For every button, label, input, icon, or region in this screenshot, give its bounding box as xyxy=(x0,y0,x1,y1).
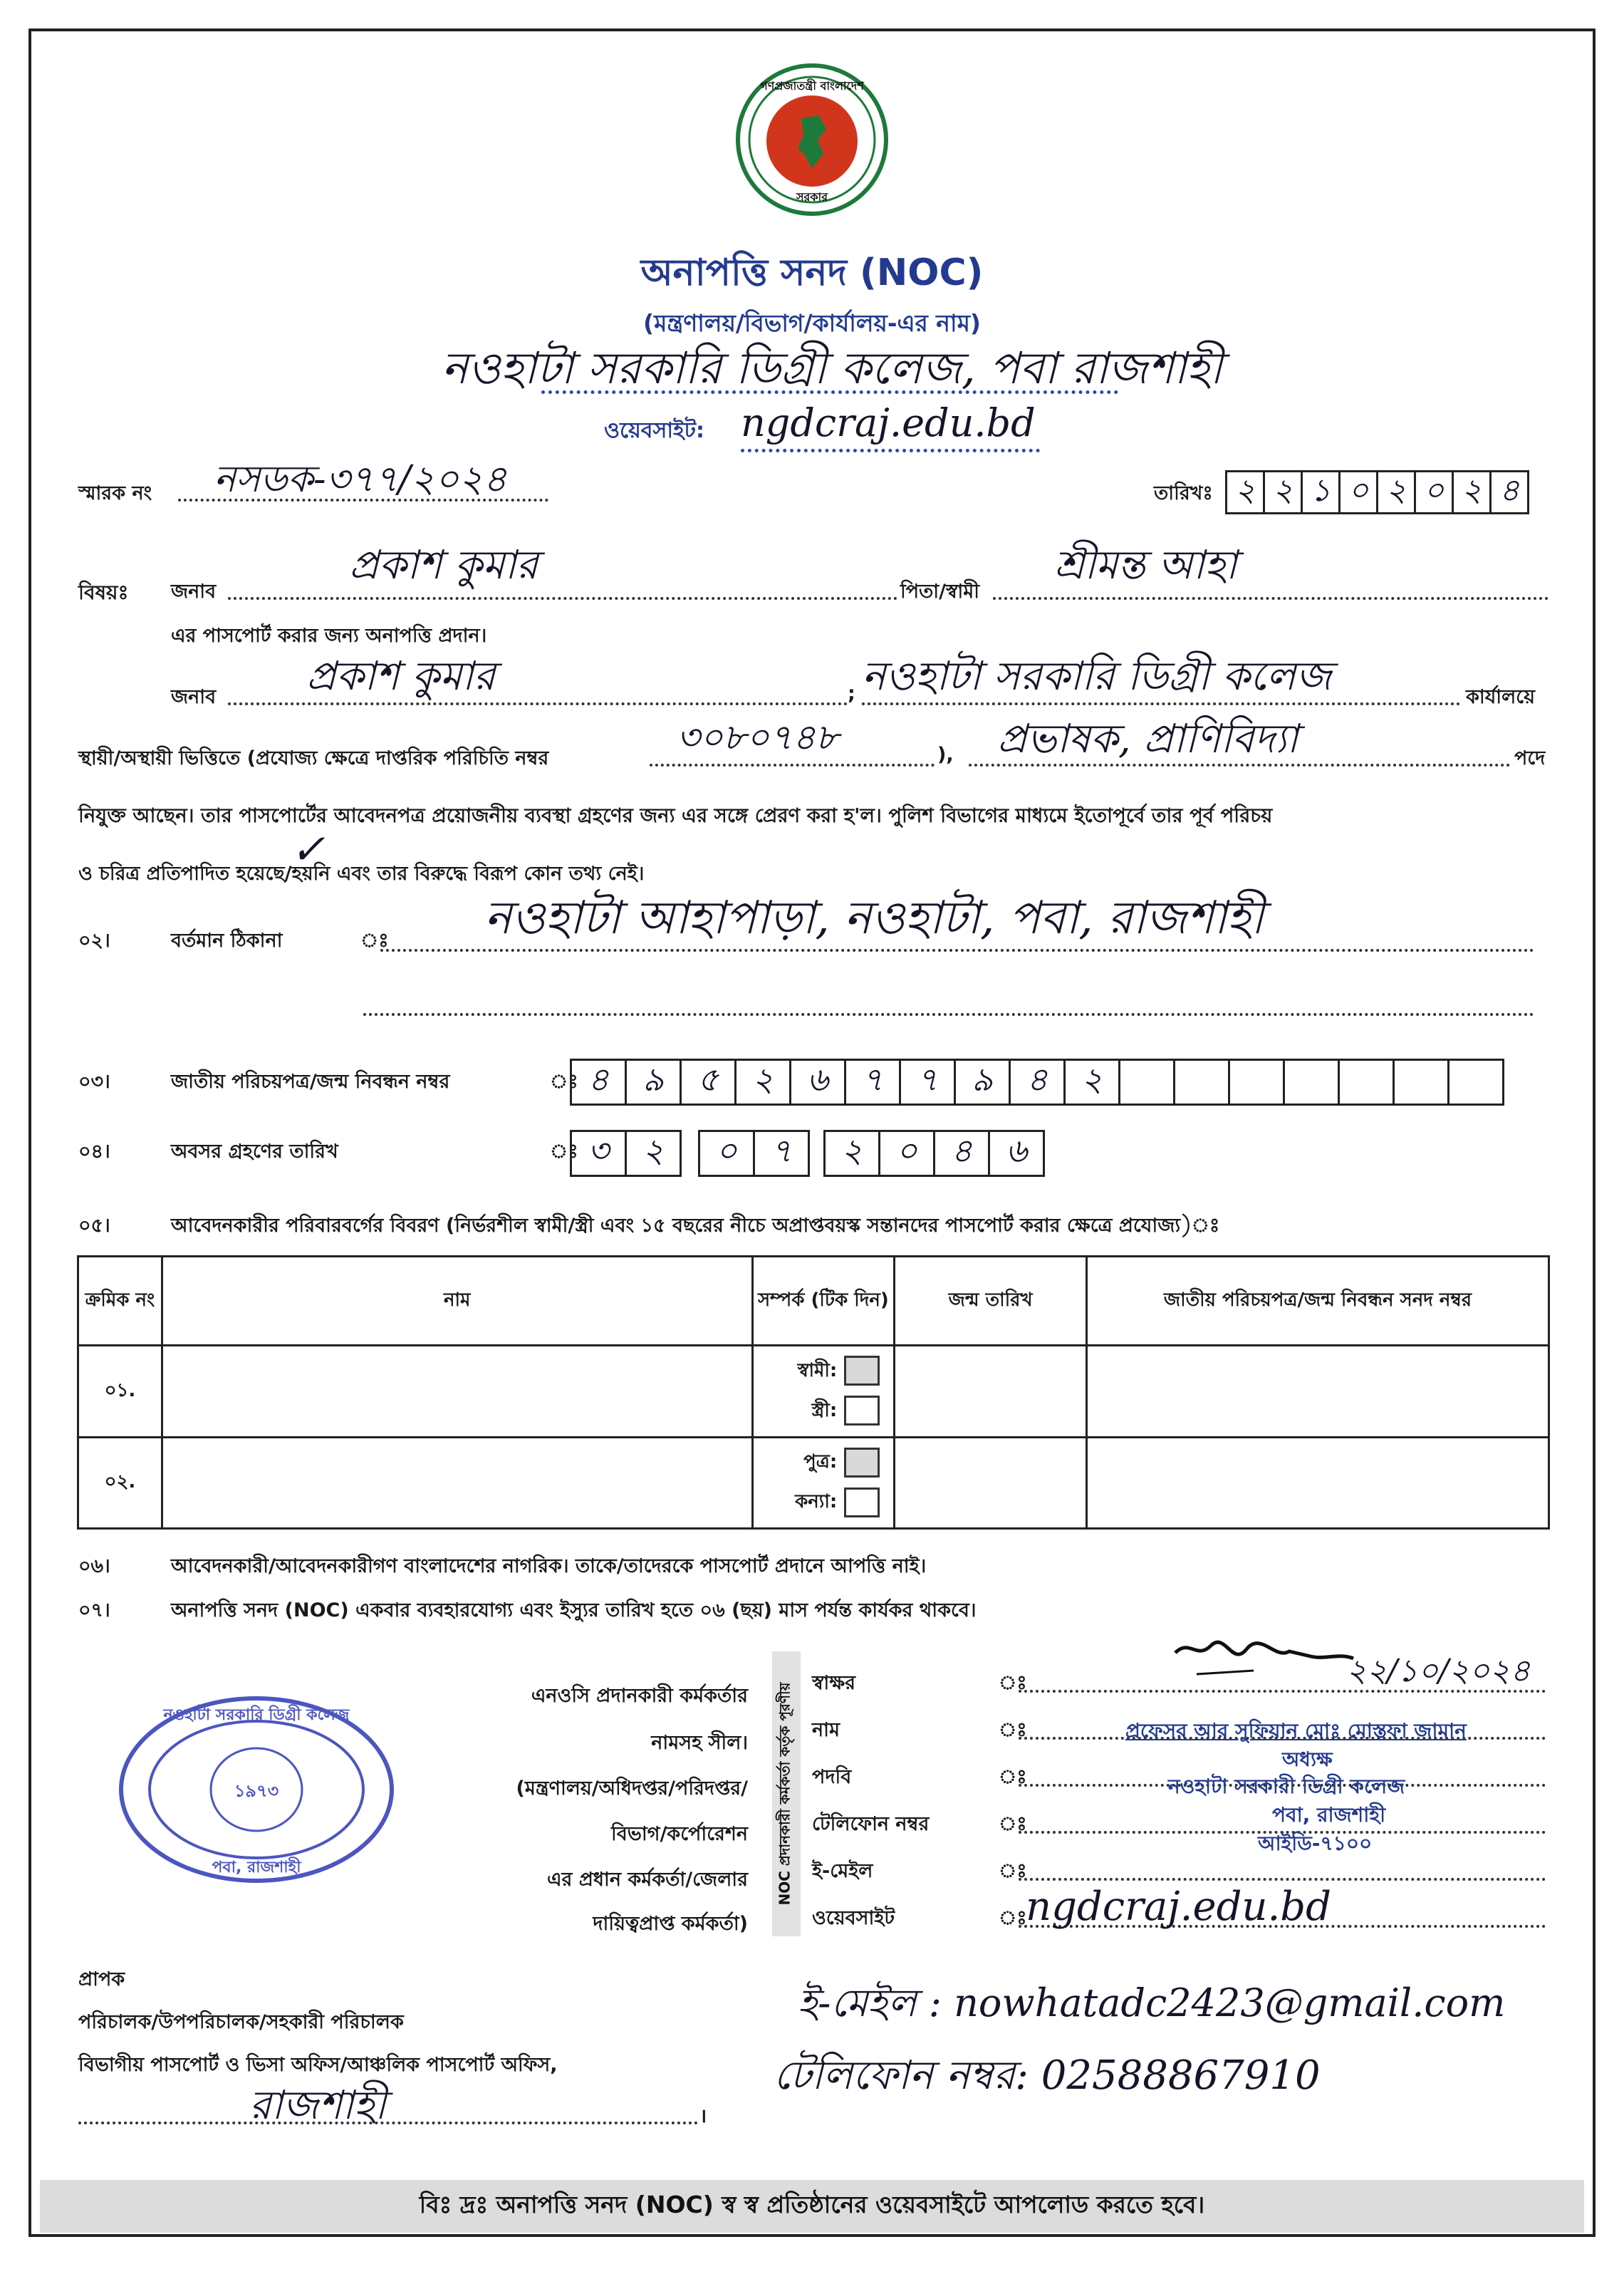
website-label: ওয়েবসাইট: xyxy=(604,418,704,443)
item-05-label: আবেদনকারীর পরিবারবর্গের বিবরণ (নির্ভরশীল স্বামী/স্ত্রী এবং ১৫ বছরের নীচে অপ্রাপ্তবয়স্ক সন্তানদের পাসপোর্ট করার ক্ষেত্রে প্রযোজ্য)ঃ xyxy=(171,1215,1220,1237)
row-relation-cell xyxy=(752,1346,895,1438)
tick-mark: ✓ xyxy=(291,825,326,873)
website-value: ngdcraj.edu.bd xyxy=(741,400,1036,445)
id-number: ৩০৮০৭৪৮ xyxy=(677,717,839,758)
date-digit-box: ২ xyxy=(1376,470,1416,514)
retire-digit-box: ০ xyxy=(698,1130,755,1177)
signing-left-3: (মন্ত্রণালয়/অধিদপ্তর/পরিদপ্তর/ xyxy=(516,1777,748,1800)
item-05-number: ০৫। xyxy=(78,1215,110,1237)
signature-date: ২২/১০/২০২৪ xyxy=(1346,1653,1531,1689)
nid-digit-box: ৭ xyxy=(899,1059,956,1106)
signing-left-2: নামসহ সীল। xyxy=(651,1732,748,1754)
row-birth-date-cell[interactable] xyxy=(895,1437,1087,1529)
stamp-title-4: আইডি-৭১০০ xyxy=(1258,1832,1373,1855)
nid-digit-box xyxy=(1228,1059,1285,1106)
stamp-title-3: পবা, রাজশাহী xyxy=(1272,1803,1386,1827)
office-suffix: কার্যালয়ে xyxy=(1466,686,1535,708)
father-name: শ্রীমন্ত আহা xyxy=(1054,542,1237,588)
footer-note: বিঃ দ্রঃ অনাপত্তি সনদ (NOC) স্ব স্ব প্রতিষ্ঠানের ওয়েবসাইটে আপলোড করতে হবে। xyxy=(419,2191,1205,2218)
table-row xyxy=(78,1346,1549,1438)
field-name-label: নাম xyxy=(812,1719,840,1741)
government-emblem xyxy=(734,61,890,218)
subject-name: প্রকাশ কুমার xyxy=(349,542,538,588)
retire-digit-box: ০ xyxy=(878,1130,935,1177)
footer-note-bar xyxy=(40,2180,1584,2233)
item-04-number: ০৪। xyxy=(78,1141,110,1163)
wife-checkbox[interactable] xyxy=(844,1396,880,1426)
son-checkbox[interactable] xyxy=(844,1448,880,1478)
designation: প্রভাষক, প্রাণিবিদ্যা xyxy=(997,716,1298,762)
noc-vertical-text: NOC প্রদানকারী কর্মকর্তা কর্তৃক পূরণীয় xyxy=(776,1682,793,1906)
date-digit-box: ১ xyxy=(1301,470,1341,514)
nid-digit-box: ৪ xyxy=(1009,1059,1066,1106)
relation-wife-label: স্ত্রী: xyxy=(811,1399,838,1421)
retire-year-boxes xyxy=(823,1130,1045,1177)
retire-digit-box: ৬ xyxy=(988,1130,1045,1177)
relation-daughter-label: কন্যা: xyxy=(795,1491,838,1513)
field-designation-label: পদবি xyxy=(812,1766,852,1788)
id-text: স্থায়ী/অস্থায়ী ভিত্তিতে (প্রযোজ্য ক্ষেত্রে দাপ্তরিক পরিচিতি নম্বর xyxy=(78,747,549,769)
retire-digit-box: ২ xyxy=(625,1130,682,1177)
husband-checkbox[interactable] xyxy=(844,1356,880,1386)
colon-4: ঃ xyxy=(999,1813,1027,1835)
stamp-name: প্রফেসর আর সুফিয়ান মোঃ মোস্তফা জামান xyxy=(1125,1719,1467,1743)
family-table-header xyxy=(78,1257,1549,1346)
nid-digit-box: ২ xyxy=(1063,1059,1120,1106)
row-serial: ০১. xyxy=(78,1346,162,1438)
nid-digit-box: ২ xyxy=(734,1059,791,1106)
body-name: প্রকাশ কুমার xyxy=(306,653,496,700)
retire-month-boxes xyxy=(698,1130,810,1177)
row-serial: ০২. xyxy=(78,1437,162,1529)
item-04-colon: ঃ xyxy=(550,1141,578,1163)
item-04-label: অবসর গ্রহণের তারিখ xyxy=(171,1141,338,1163)
header-relation: সম্পর্ক (টিক দিন) xyxy=(752,1257,895,1346)
round-seal-text: নওহাটা সরকারি ডিগ্রী কলেজ xyxy=(163,1706,350,1724)
nid-digit-box: ৯ xyxy=(954,1059,1011,1106)
item-03-number: ০৩। xyxy=(78,1071,110,1093)
recipient-end: । xyxy=(699,2105,707,2127)
recipient-dots xyxy=(78,2122,698,2124)
subject-janab-label: জনাব xyxy=(171,581,217,603)
contact-email: ই-মেইল : nowhatadc2423@gmail.com xyxy=(798,1980,1506,2025)
document-title: অনাপত্তি সনদ (NOC) xyxy=(640,251,984,294)
subject-label: বিষয়ঃ xyxy=(78,581,129,604)
father-label: পিতা/স্বামী xyxy=(900,581,979,603)
colon-5: ঃ xyxy=(999,1860,1027,1882)
body-office: নওহাটা সরকারি ডিগ্রী কলেজ xyxy=(862,653,1332,700)
row-name-cell[interactable] xyxy=(162,1346,752,1438)
body-janab-label: জনাব xyxy=(171,686,217,708)
body-line-3: নিযুক্ত আছেন। তার পাসপোর্টের আবেদনপত্র প্রয়োজনীয় ব্যবস্থা গ্রহণের জন্য এর সঙ্গে প্রেরণ করা হ'ল। পুলিশ বিভাগের মাধ্যমে ইতোপূর্বে তার পূর্ব পরিচয় xyxy=(78,804,1273,827)
emblem-top-text: গণপ্রজাতন্ত্রী বাংলাদেশ xyxy=(760,79,864,93)
nid-digit-box: ৪ xyxy=(570,1059,627,1106)
date-boxes xyxy=(1225,470,1529,514)
nid-digit-box: ৯ xyxy=(625,1059,682,1106)
round-seal-place: পবা, রাজশাহী xyxy=(212,1859,301,1876)
stamp-title-2: নওহাটা সরকারী ডিগ্রী কলেজ xyxy=(1168,1775,1405,1798)
row-birth-date-cell[interactable] xyxy=(895,1346,1087,1438)
memo-value: নসডক-৩৭৭/২০২৪ xyxy=(214,458,507,501)
emblem-bottom-text: সরকার xyxy=(796,190,828,204)
date-digit-box: ৪ xyxy=(1489,470,1529,514)
nid-digit-box: ৭ xyxy=(844,1059,901,1106)
item-06-number: ০৬। xyxy=(78,1555,110,1577)
round-seal-year: ১৯৭৩ xyxy=(234,1781,279,1801)
colon-2: ঃ xyxy=(999,1719,1027,1741)
item-07-number: ০৭। xyxy=(78,1599,110,1621)
office-name-underline xyxy=(541,390,1118,394)
retire-digit-box: ৩ xyxy=(570,1130,627,1177)
website-underline xyxy=(741,449,1040,452)
colon-1: ঃ xyxy=(999,1672,1027,1694)
item-03-label: জাতীয় পরিচয়পত্র/জন্ম নিবন্ধন নম্বর xyxy=(171,1071,450,1093)
office-name: নওহাটা সরকারি ডিগ্রী কলেজ, পবা রাজশাহী xyxy=(442,342,1223,394)
address-dots-2 xyxy=(363,1013,1534,1016)
signing-website-value: ngdcraj.edu.bd xyxy=(1026,1884,1331,1930)
recipient-label: প্রাপক xyxy=(78,1968,125,1990)
signing-left-4: বিভাগ/কর্পোরেশন xyxy=(611,1823,748,1845)
item-02-number: ০২। xyxy=(78,930,110,952)
college-round-seal xyxy=(114,1690,399,1889)
recipient-line-2: বিভাগীয় পাসপোর্ট ও ভিসা অফিস/আঞ্চলিক পাসপোর্ট অফিস, xyxy=(78,2054,558,2076)
item-02-label: বর্তমান ঠিকানা xyxy=(171,930,283,952)
field-signature-label: স্বাক্ষর xyxy=(812,1672,855,1694)
signature-scribble xyxy=(1168,1631,1360,1696)
date-digit-box: ২ xyxy=(1452,470,1492,514)
subject-purpose: এর পাসপোর্ট করার জন্য অনাপত্তি প্রদান। xyxy=(171,625,487,647)
nid-digit-box xyxy=(1338,1059,1395,1106)
nid-boxes xyxy=(570,1059,1504,1106)
table-row xyxy=(78,1437,1549,1529)
stamp-title-1: অধ্যক্ষ xyxy=(1282,1748,1333,1771)
item-02-colon: ঃ xyxy=(360,930,389,952)
relation-son-label: পুত্র: xyxy=(803,1451,838,1473)
colon-3: ঃ xyxy=(999,1766,1027,1788)
nid-digit-box: ৬ xyxy=(789,1059,846,1106)
body-semicolon: ; xyxy=(848,682,855,705)
nid-digit-box xyxy=(1283,1059,1340,1106)
family-table xyxy=(77,1255,1550,1530)
field-email-label: ই-মেইল xyxy=(812,1860,873,1882)
header-serial: ক্রমিক নং xyxy=(78,1257,162,1346)
nid-digit-box xyxy=(1393,1059,1449,1106)
row-name-cell[interactable] xyxy=(162,1437,752,1529)
item-06-text: আবেদনকারী/আবেদনকারীগণ বাংলাদেশের নাগরিক। তাকে/তাদেরকে পাসপোর্ট প্রদানে আপত্তি নাই। xyxy=(171,1555,927,1577)
subject-name-dots xyxy=(228,597,897,600)
relation-husband-label: স্বামী: xyxy=(797,1359,838,1381)
retire-digit-box: ৭ xyxy=(753,1130,810,1177)
memo-label: স্মারক নং xyxy=(78,482,152,504)
row-nid-cell[interactable] xyxy=(1086,1346,1548,1438)
row-nid-cell[interactable] xyxy=(1086,1437,1548,1529)
date-label: তারিখঃ xyxy=(1154,482,1213,504)
signing-left-1: এনওসি প্রদানকারী কর্মকর্তার xyxy=(531,1685,748,1707)
id-close: ), xyxy=(937,744,954,766)
body-line-4: ও চরিত্র প্রতিপাদিত হয়েছে/হয়নি এবং তার বিরুদ্ধে বিরূপ কোন তথ্য নেই। xyxy=(78,863,645,885)
item-07-text: অনাপত্তি সনদ (NOC) একবার ব্যবহারযোগ্য এবং ইস্যুর তারিখ হতে ০৬ (ছয়) মাস পর্যন্ত কার্যকর থাকবে। xyxy=(171,1599,977,1621)
date-digit-box: ২ xyxy=(1263,470,1303,514)
nid-digit-box xyxy=(1173,1059,1230,1106)
noc-vertical-bar xyxy=(772,1651,801,1936)
recipient-city: রাজশাহী xyxy=(249,2082,386,2129)
address-value: নওহাটা আহাপাড়া, নওহাটা, পবা, রাজশাহী xyxy=(484,892,1264,945)
date-digit-box: ০ xyxy=(1414,470,1454,514)
signing-left-5: এর প্রধান কর্মকর্তা/জেলার xyxy=(546,1869,748,1891)
item-03-colon: ঃ xyxy=(550,1071,578,1093)
contact-phone: টেলিফোন নম্বর: 02588867910 xyxy=(774,2052,1321,2099)
header-nid: জাতীয় পরিচয়পত্র/জন্ম নিবন্ধন সনদ নম্বর xyxy=(1086,1257,1548,1346)
signing-left-6: দায়িত্বপ্রাপ্ত কর্মকর্তা) xyxy=(593,1913,748,1935)
retire-digit-box: ৪ xyxy=(933,1130,990,1177)
field-phone-label: টেলিফোন নম্বর xyxy=(812,1813,930,1835)
header-birth-date: জন্ম তারিখ xyxy=(895,1257,1087,1346)
date-digit-box: ২ xyxy=(1225,470,1265,514)
post-label: পদে xyxy=(1514,747,1546,769)
field-website-label: ওয়েবসাইট xyxy=(812,1907,895,1929)
document-subtitle: (মন্ত্রণালয়/বিভাগ/কার্যালয়-এর নাম) xyxy=(643,309,981,337)
retire-digit-box: ২ xyxy=(823,1130,880,1177)
nid-digit-box xyxy=(1447,1059,1504,1106)
recipient-line-1: পরিচালক/উপপরিচালক/সহকারী পরিচালক xyxy=(78,2011,404,2033)
date-digit-box: ০ xyxy=(1338,470,1378,514)
retire-day-boxes xyxy=(570,1130,682,1177)
colon-6: ঃ xyxy=(999,1907,1027,1929)
header-name: নাম xyxy=(162,1257,752,1346)
nid-digit-box xyxy=(1118,1059,1175,1106)
email-dots xyxy=(1019,1878,1546,1881)
row-relation-cell xyxy=(752,1437,895,1529)
nid-digit-box: ৫ xyxy=(680,1059,736,1106)
daughter-checkbox[interactable] xyxy=(844,1487,880,1517)
